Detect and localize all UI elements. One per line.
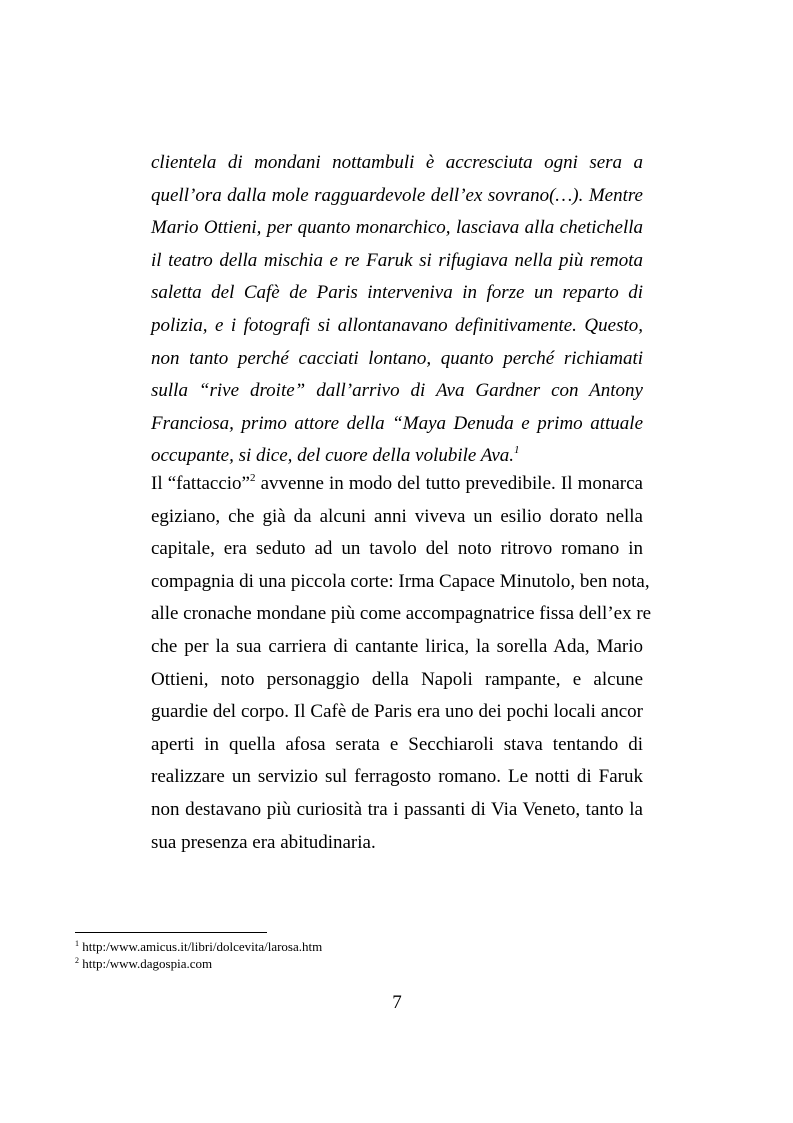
quote-line: sulla “rive droite” dall’arrivo di Ava Gardner con Antony <box>151 380 643 402</box>
footnote-link[interactable]: http:/www.amicus.it/libri/dolcevita/larosa.htm <box>79 939 323 954</box>
paragraph-line: compagnia di una piccola corte: Irma Capace Minutolo, ben nota, <box>151 570 650 592</box>
quote-line: Franciosa, primo attore della “Maya Denuda e primo attuale <box>151 412 643 434</box>
quote-line: Mario Ottieni, per quanto monarchico, lasciava alla chetichella <box>151 217 643 239</box>
footnote-reference-1[interactable]: 1 <box>514 444 520 457</box>
footnote-separator <box>75 932 267 933</box>
paragraph-first-line <box>151 468 643 501</box>
paragraph-line: che per la sua carriera di cantante lirica, la sorella Ada, Mario <box>151 635 643 657</box>
page-number: 7 <box>392 992 402 1013</box>
paragraph-text: avvenne in modo del tutto prevedibile. Il monarca <box>255 473 643 494</box>
paragraph-line: guardie del corpo. Il Cafè de Paris era uno dei pochi locali ancor <box>151 701 643 723</box>
paragraph-line: non destavano più curiosità tra i passanti di Via Veneto, tanto la <box>151 798 643 820</box>
paragraph-line: Ottieni, noto personaggio della Napoli rampante, e alcune <box>151 668 643 690</box>
paragraph-line: sua presenza era abitudinaria. <box>151 831 376 853</box>
footnote-link[interactable]: http:/www.dagospia.com <box>79 956 213 971</box>
paragraph-line: egiziano, che già da alcuni anni viveva un esilio dorato nella <box>151 505 643 527</box>
paragraph-line: alle cronache mondane più come accompagnatrice fissa dell’ex re <box>151 603 652 625</box>
footnote-mark: 2 <box>75 956 79 965</box>
footnote-mark: 1 <box>75 939 79 948</box>
paragraph-line: capitale, era seduto ad un tavolo del noto ritrovo romano in <box>151 538 643 560</box>
body-paragraph <box>151 468 652 859</box>
footnote-2 <box>75 955 322 972</box>
quote-line: saletta del Cafè de Paris interveniva in forze un reparto di <box>151 282 643 304</box>
paragraph-line: realizzare un servizio sul ferragosto romano. Le notti di Faruk <box>151 766 643 788</box>
paragraph-line: aperti in quella afosa serata e Secchiaroli stava tentando di <box>151 733 643 755</box>
quote-line: non tanto perché cacciati lontano, quanto perché richiamati <box>151 347 643 369</box>
quote-line: clientela di mondani nottambuli è accresciuta ogni sera a <box>151 152 643 173</box>
quote-line: polizia, e i fotografi si allontanavano definitivamente. Questo, <box>151 314 643 336</box>
quoted-passage <box>151 147 643 473</box>
footnotes <box>75 938 322 972</box>
paragraph-text: Il “fattaccio” <box>151 473 250 494</box>
footnote-1 <box>75 938 322 955</box>
quote-line: quell’ora dalla mole ragguardevole dell’ex sovrano(…). Mentre <box>151 184 643 206</box>
quote-line: il teatro della mischia e re Faruk si rifugiava nella più remota <box>151 249 643 271</box>
quote-line-text: occupante, si dice, del cuore della volubile Ava. <box>151 445 515 467</box>
footnote-reference-2[interactable]: 2 <box>249 472 256 484</box>
